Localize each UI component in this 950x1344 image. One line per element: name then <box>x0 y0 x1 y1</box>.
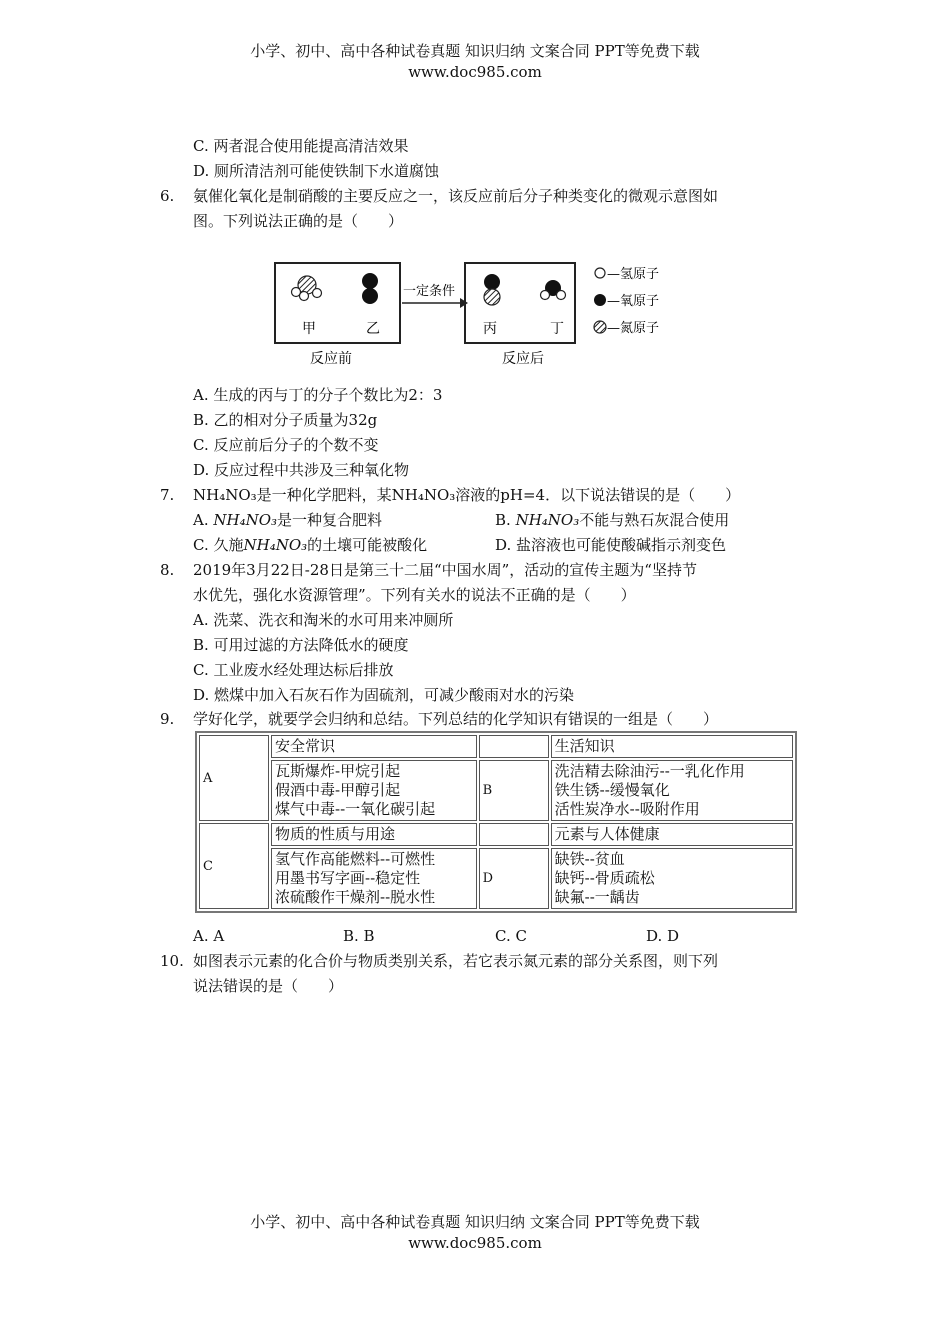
q8-stem-2: 水优先，强化水资源管理”。下列有关水的说法不正确的是（ ） <box>193 586 636 604</box>
legend-hydrogen-icon <box>595 268 605 278</box>
label-yi: 乙 <box>366 321 380 337</box>
q8-option-b: B. 可用过滤的方法降低水的硬度 <box>193 636 409 654</box>
q6-stem-2: 图。下列说法正确的是（ ） <box>193 212 404 230</box>
q10-stem-2: 说法错误的是（ ） <box>193 977 344 995</box>
q7-stem: NH₄NO₃是一种化学肥料，某NH₄NO₃溶液的pH=4．以下说法错误的是（ ） <box>193 486 741 504</box>
q8-option-d: D. 燃煤中加入石灰石作为固硫剂，可减少酸雨对水的污染 <box>193 686 575 704</box>
q6-option-a: A. 生成的丙与丁的分子个数比为2：3 <box>193 386 443 404</box>
oxygen-atom <box>362 288 378 304</box>
q7-option-c: C. 久施NH₄NO₃的土壤可能被酸化 <box>193 536 428 554</box>
q10-number: 10. <box>160 952 184 970</box>
oxygen-atom <box>484 274 500 290</box>
cell-d-title: 元素与人体健康 <box>551 823 793 846</box>
legend-nitrogen-icon <box>594 321 606 333</box>
oxygen-atom <box>362 273 378 289</box>
q7-option-a: A. NH₄NO₃是一种复合肥料 <box>193 511 383 529</box>
legend-oxygen: —氧原子 <box>607 294 660 309</box>
q9-stem: 学好化学，就要学会归纳和总结。下列总结的化学知识有错误的一组是（ ） <box>193 710 719 728</box>
label-bing: 丙 <box>483 321 497 337</box>
q5-option-c: C. 两者混合使用能提高清洁效果 <box>193 137 409 155</box>
q9-number: 9. <box>160 710 175 728</box>
cell-d-body: 缺铁--贫血 缺钙--骨质疏松 缺氟--一龋齿 <box>551 848 793 909</box>
cell-c-body: 氢气作高能燃料--可燃性 用墨书写字画--稳定性 浓硫酸作干燥剂--脱水性 <box>271 848 477 909</box>
cell-a-title: 安全常识 <box>271 735 477 758</box>
hydrogen-atom <box>313 289 322 298</box>
q9-option-a: A. A <box>193 927 225 945</box>
cell-b-body: 洗洁精去除油污--一乳化作用 铁生锈--缓慢氧化 活性炭净水--吸附作用 <box>551 760 793 821</box>
label-ding: 丁 <box>550 321 564 337</box>
q8-stem-1: 2019年3月22日-28日是第三十二届“中国水周”，活动的宣传主题为“坚持节 <box>193 561 697 579</box>
before-box <box>275 263 400 343</box>
nitrogen-atom <box>484 289 500 305</box>
q6-option-b: B. 乙的相对分子质量为32g <box>193 411 378 429</box>
cell-b-label-top <box>479 735 549 758</box>
q8-number: 8. <box>160 561 175 579</box>
q7-option-b: B. NH₄NO₃不能与熟石灰混合使用 <box>495 511 730 529</box>
q7-number: 7. <box>160 486 175 504</box>
q6-number: 6. <box>160 187 175 205</box>
q9-option-d: D. D <box>646 927 680 945</box>
page-footer <box>0 1212 950 1254</box>
q5-option-d: D. 厕所清洁剂可能使铁制下水道腐蚀 <box>193 162 440 180</box>
hydrogen-atom <box>557 291 566 300</box>
label-after: 反应后 <box>502 351 544 367</box>
cell-b-title: 生活知识 <box>551 735 793 758</box>
cell-a-body: 瓦斯爆炸-甲烷引起 假酒中毒-甲醇引起 煤气中毒--一氧化碳引起 <box>271 760 477 821</box>
footer-url: www.doc985.com <box>408 1234 542 1252</box>
q6-reaction-diagram <box>270 255 690 370</box>
cell-d-label-top <box>479 823 549 846</box>
q9-option-b: B. B <box>343 927 375 945</box>
label-jia: 甲 <box>302 321 316 337</box>
cell-b-label: B <box>479 760 549 821</box>
legend-hydrogen: —氢原子 <box>607 267 660 282</box>
q8-option-c: C. 工业废水经处理达标后排放 <box>193 661 394 679</box>
hydrogen-atom <box>541 291 550 300</box>
legend-nitrogen: —氮原子 <box>607 321 660 336</box>
header-line-1: 小学、初中、高中各种试卷真题 知识归纳 文案合同 PPT等免费下载 <box>250 42 700 60</box>
header-url: www.doc985.com <box>408 63 542 81</box>
footer-line-1: 小学、初中、高中各种试卷真题 知识归纳 文案合同 PPT等免费下载 <box>250 1213 700 1231</box>
q9-table <box>195 731 797 913</box>
cell-a-label: A <box>199 735 269 821</box>
hydrogen-atom <box>300 292 309 301</box>
q6-option-c: C. 反应前后分子的个数不变 <box>193 436 379 454</box>
label-before: 反应前 <box>310 351 352 367</box>
q10-stem-1: 如图表示元素的化合价与物质类别关系，若它表示氮元素的部分关系图，则下列 <box>193 952 719 970</box>
arrow-condition: 一定条件 <box>403 284 456 299</box>
q6-stem-1: 氨催化氧化是制硝酸的主要反应之一，该反应前后分子种类变化的微观示意图如 <box>193 187 719 205</box>
q9-option-c: C. C <box>495 927 527 945</box>
q6-option-d: D. 反应过程中共涉及三种氧化物 <box>193 461 410 479</box>
legend-oxygen-icon <box>594 294 606 306</box>
cell-c-label: C <box>199 823 269 909</box>
cell-d-label: D <box>479 848 549 909</box>
cell-c-title: 物质的性质与用途 <box>271 823 477 846</box>
q8-option-a: A. 洗菜、洗衣和淘米的水可用来冲厕所 <box>193 611 454 629</box>
page-header <box>0 41 950 83</box>
q7-option-d: D. 盐溶液也可能使酸碱指示剂变色 <box>495 536 727 554</box>
